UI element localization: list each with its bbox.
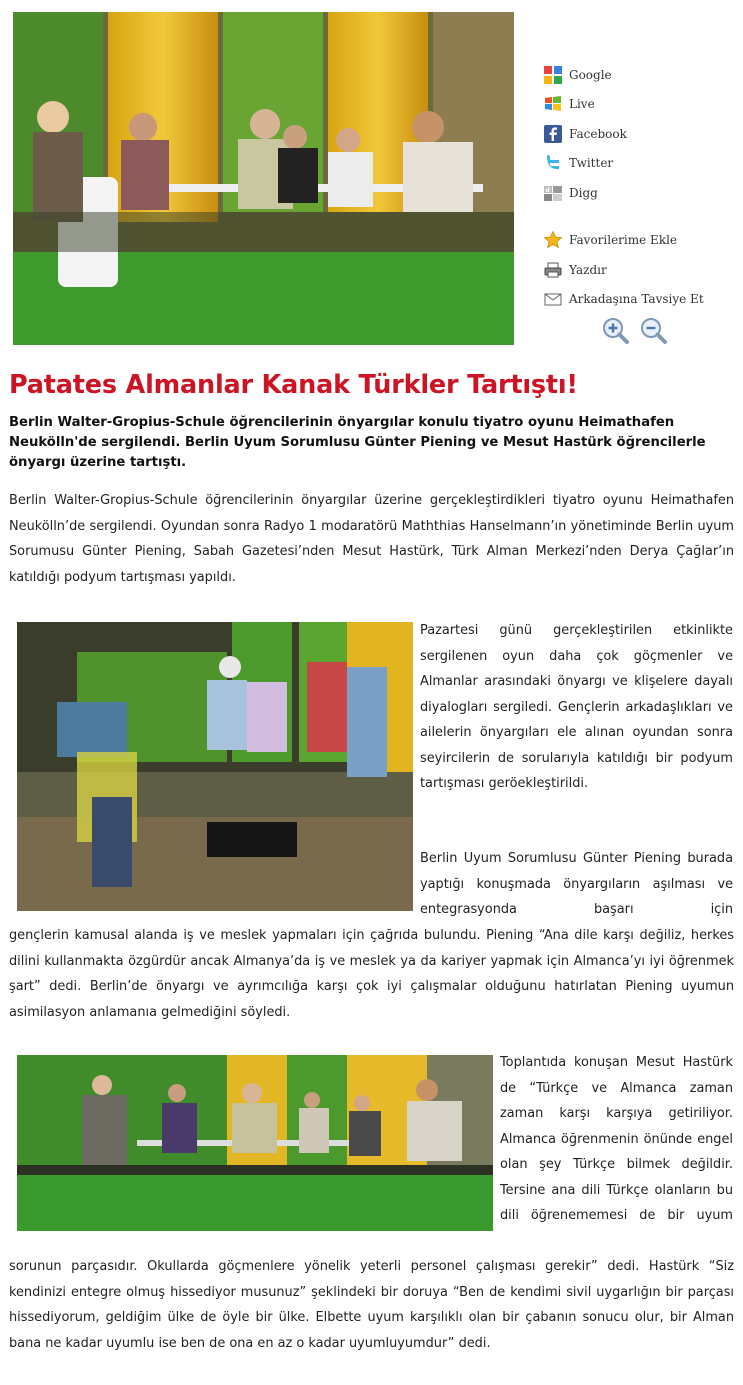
panel-speakers-photo: [17, 1055, 493, 1231]
zoom-controls: [601, 316, 733, 346]
paragraph-intro: Berlin Walter-Gropius-Schule öğrencilerinin önyargılar üzerine gerçekleştirdikleri tiyatro oyunu Heimathafen Neukölln’de sergilendi. Oyundan sonra Radyo 1 modaratörü Maththias Hanselmann’ın yönetiminde Berlin uyum Sorumusu Günter Piening, Sabah Gazetesi’nden Mesut Hastürk, Türk Alman Merkezi’nden Derya Çağlar’ın katıldığı podyum tartışması yapıldı.: [9, 493, 734, 585]
share-facebook[interactable]: [543, 119, 733, 149]
share-facebook-label: Facebook: [569, 126, 627, 141]
printer-icon: [543, 260, 563, 280]
twitter-icon: [543, 153, 563, 173]
share-digg[interactable]: [543, 178, 733, 208]
article-title: Patates Almanlar Kanak Türkler Tartıştı!: [9, 370, 578, 400]
envelope-icon: [543, 289, 563, 309]
paragraph-piening-continued: gençlerin kamusal alanda iş ve meslek yapmaları için çağrıda bulundu. Piening “Ana dile karşı değiliz, herkes dilini kullanmakta özgürdür ancak Almanya’da iş ve meslek ya da kariyer yapmak için Almanca’yı iyi öğrenmek şart” dedi. Berlin’de önyargı ve ayrımcılığa karşı çok iyi çalışmalar olduğunu hatırlatan Piening uyumun asimilasyon anlamanıa gelmediğini söyledi.: [9, 928, 734, 1020]
zoom-out-icon[interactable]: [639, 316, 669, 346]
share-live[interactable]: [543, 90, 733, 120]
google-icon: [543, 65, 563, 85]
windows-live-icon: [543, 94, 563, 114]
share-google-label: Google: [569, 67, 612, 82]
paragraph-piening-start: Berlin Uyum Sorumlusu Günter Piening burada yaptığı konuşmada önyargıların aşılması ve entegrasyonda başarı için: [420, 851, 733, 917]
paragraph-hasturk-continued: sorunun parçasıdır. Okullarda göçmenlere yönelik yeterli personel çalışması gerekir” dedi. Hastürk “Siz kendinizi entegre olmuş hissediyor musunuz” şeklindeki bir doruya “Ben de kendimi sivil uygarlığın bir parçası hissediyorum, geldiğim ülke de öyle bir ülke. Elbette uyum karşılıklı olan bir çabanın sonucu olur, bir Alman bana ne kadar uyumlu ise ben de ona en az o kadar uyumluyumdur” dedi.: [9, 1259, 734, 1351]
share-panel: [543, 60, 733, 346]
add-to-favorites[interactable]: [543, 226, 733, 256]
share-google[interactable]: [543, 60, 733, 90]
zoom-in-icon[interactable]: [601, 316, 631, 346]
panel-discussion-photo: [13, 12, 514, 345]
share-twitter-label: Twitter: [569, 156, 614, 171]
share-twitter[interactable]: [543, 149, 733, 179]
facebook-icon: [543, 124, 563, 144]
add-to-favorites-label: Favorilerime Ekle: [569, 233, 678, 248]
digg-icon: [543, 183, 563, 203]
paragraph-hasturk-start: Toplantıda konuşan Mesut Hastürk de “Türkçe ve Almanca zaman zaman karşı karşıya getiriliyor. Almanca öğrenmenin önünde engel olan şey Türkçe bilmek değildir. Tersine ana dili Türkçe olanların bu dili öğrenememesi de bir uyum: [500, 1055, 733, 1223]
play-scene-photo: [17, 622, 413, 911]
recommend-to-friend-label: Arkadaşına Tavsiye Et: [569, 292, 704, 307]
print-label: Yazdır: [569, 262, 607, 277]
svg-text:d: d: [545, 186, 550, 194]
share-live-label: Live: [569, 97, 595, 112]
recommend-to-friend[interactable]: [543, 285, 733, 315]
paragraph-event: Pazartesi günü gerçekleştirilen etkinlikte sergilenen oyun daha çok göçmenler ve Almanlar arasındaki önyargı ve klişelere dayalı diyalogları sergiledi. Gençlerin arkadaşlıkları ve ailelerin önyargıları ele alınan oyundan sonra seyircilerin de sorularıyla katıldığı bir podyum tartışması geröekleştirildi.: [420, 623, 733, 791]
star-icon: [543, 230, 563, 250]
share-digg-label: Digg: [569, 185, 598, 200]
article-lead: Berlin Walter-Gropius-Schule öğrencilerinin önyargılar konulu tiyatro oyunu Heimathafen Neukölln'de sergilendi. Berlin Uyum Sorumlusu Günter Piening ve Mesut Hastürk öğrencilerle önyargı üzerine tartıştı.: [9, 415, 706, 470]
print[interactable]: [543, 255, 733, 285]
